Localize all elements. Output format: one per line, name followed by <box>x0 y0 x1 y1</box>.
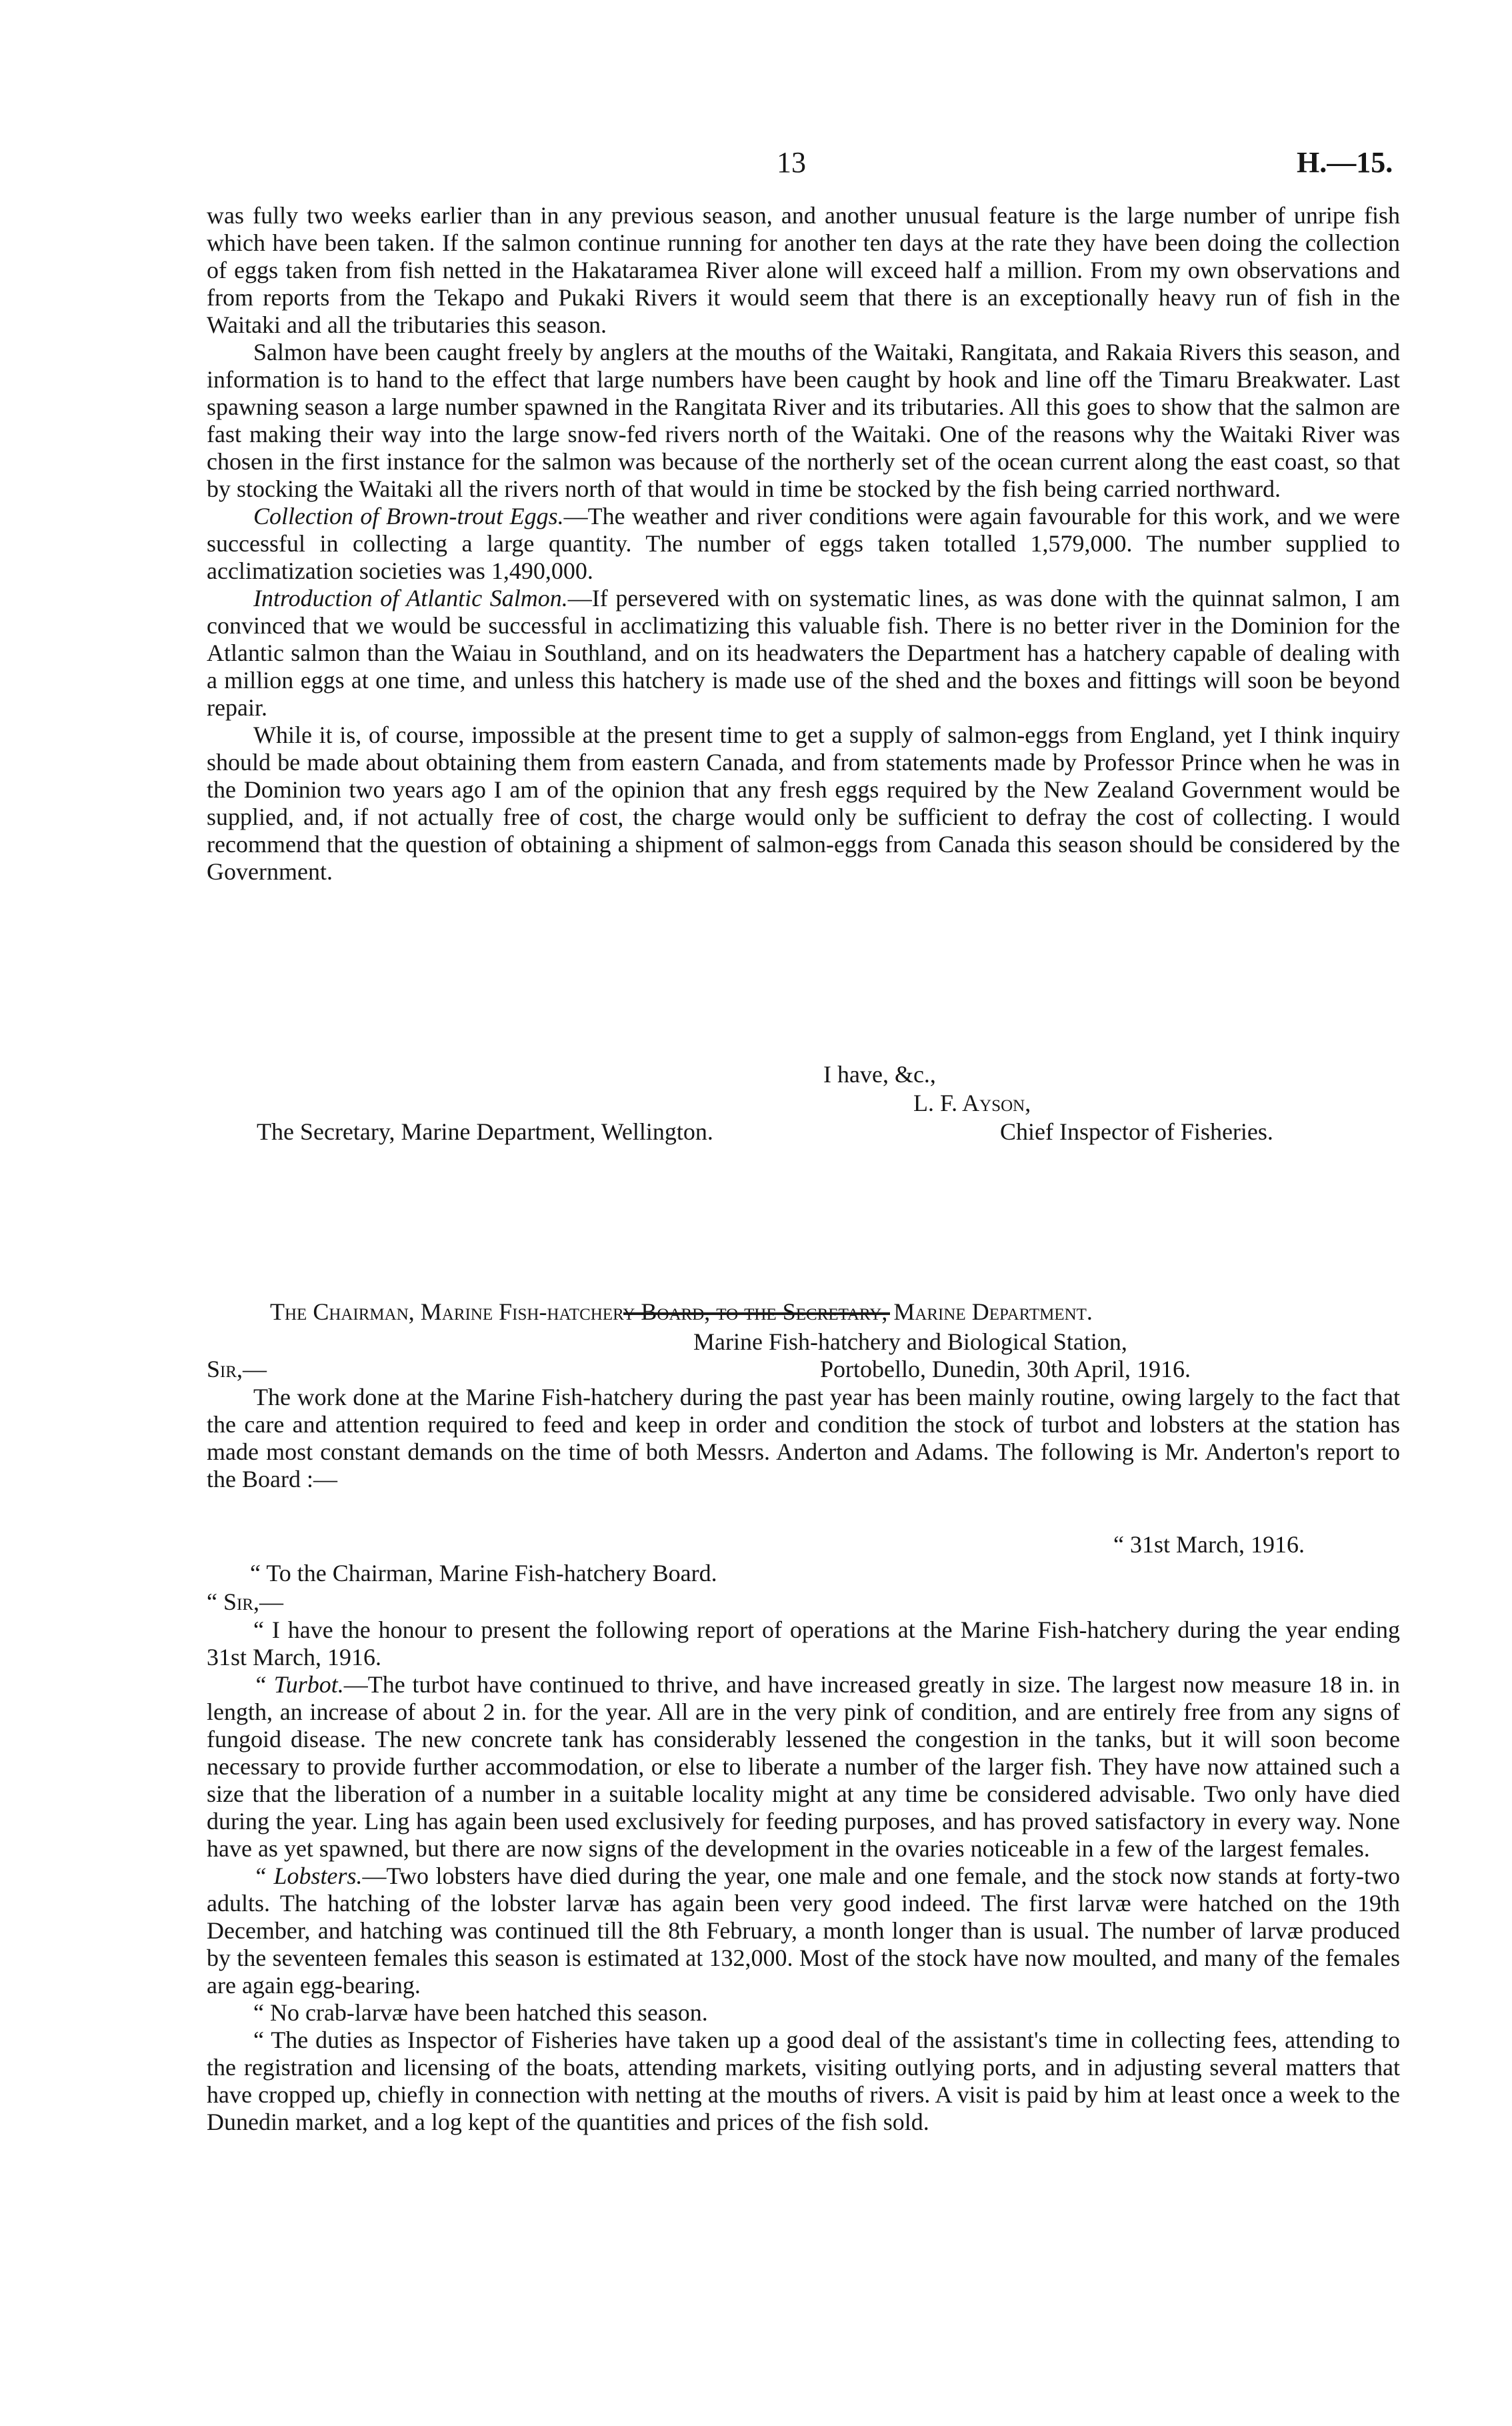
paragraph-canada-eggs: While it is, of course, impossible at the present time to get a supply of salmon-eggs from England, yet I think inquiry should be made about obtaining them from eastern Canada, and from statements made by Professor Prince when he was in the Dominion two years ago I am of the opinion that any fresh eggs required by the New Zealand Government would be supplied, and, if not actually free of cost, the charge would only be sufficient to defray the cost of collecting. I would recommend that the question of obtaining a shipment of salmon-eggs from Canada this season should be considered by the Government. <box>207 722 1400 885</box>
lobsters-body: —Two lobsters have died during the year, one male and one female, and the stock now stands at forty-two adults. The hatching of the lobster larvæ has again been very good indeed. The first larvæ were hatched on the 19th December, and hatching was continued till the 8th February, a month longer than is usual. The number of larvæ produced by the seventeen females this season is estimated at 132,000. Most of the stock have now moulted, and many of the females are again egg-bearing. <box>207 1863 1400 1999</box>
report-date: “ 31st March, 1916. <box>1113 1531 1305 1558</box>
document-reference: H.—15. <box>1297 146 1393 179</box>
letter-intro: The work done at the Marine Fish-hatchery during the past year has been mainly routine, owing largely to the fact that the care and attention required to feed and keep in order and condition the stock of turbot and lobsters at the station has made most constant demands on the time of both Messrs. Anderton and Adams. The following is Mr. Anderton's report to the Board :— <box>207 1384 1400 1492</box>
hatchery-report-section <box>207 1616 1400 2136</box>
lobsters-heading: “ Lobsters. <box>253 1863 363 1889</box>
signatory-title: Chief Inspector of Fisheries. <box>1000 1118 1273 1145</box>
paragraph-crab-larvae: “ No crab-larvæ have been hatched this season. <box>253 1999 708 2026</box>
salmon-report-section <box>207 202 1400 886</box>
brown-trout-body: —The weather and river conditions were again favourable for this work, and we were successful in collecting a large quantity. The number of eggs taken totalled 1,579,000. The number supplied to acclimatization societies was 1,490,000. <box>207 503 1400 584</box>
signatory-name: L. F. Ayson, <box>913 1090 1031 1116</box>
paragraph-brown-trout-eggs <box>207 503 1400 585</box>
letter-title: The Chairman, Marine Fish-hatchery Board, to the Secretary, Marine Department. <box>270 1298 1093 1325</box>
brown-trout-heading: Collection of Brown-trout Eggs. <box>253 503 564 529</box>
letter-address-line1: Marine Fish-hatchery and Biological Station, <box>693 1328 1127 1355</box>
report-salutation: “ Sir,— <box>207 1588 283 1615</box>
paragraph-salmon-run: was fully two weeks earlier than in any previous season, and another unusual feature is the large number of unripe fish which have been taken. If the salmon continue running for another ten days at the rate they have been doing the collection of eggs taken from fish netted in the Hakataramea River alone will exceed half a million. From my own observations and from reports from the Tekapo and Pukaki Rivers it would seem that there is an exceptionally heavy run of fish in the Waitaki and all the tributaries this season. <box>207 202 1400 338</box>
report-intro: “ I have the honour to present the following report of operations at the Marine Fish-hatchery during the year ending 31st March, 1916. <box>207 1616 1400 1670</box>
paragraph-inspector-duties: “ The duties as Inspector of Fisheries have taken up a good deal of the assistant's time in collecting fees, attending to the registration and licensing of the boats, attending markets, visiting outlying ports, and in adjusting several matters that have cropped up, chiefly in connection with netting at the mouths of rivers. A visit is paid by him at least once a week to the Dunedin market, and a log kept of the quantities and prices of the fish sold. <box>207 2027 1400 2135</box>
letter-intro-section <box>207 1384 1400 1493</box>
turbot-heading: “ Turbot. <box>253 1671 344 1698</box>
paragraph-atlantic-salmon <box>207 585 1400 722</box>
paragraph-lobsters <box>207 1863 1400 1999</box>
page-number: 13 <box>777 146 806 179</box>
closing-phrase: I have, &c., <box>823 1061 936 1088</box>
page-header <box>0 145 1512 179</box>
addressee: The Secretary, Marine Department, Wellington. <box>257 1118 713 1145</box>
turbot-body: —The turbot have continued to thrive, and have increased greatly in size. The largest now measure 18 in. in length, an increase of about 2 in. for the year. All are in the very pink of condition, and are entirely free from any signs of fungoid disease. The new concrete tank has considerably lessened the congestion in the tanks, but it will soon become necessary to provide further accommodation, or else to liberate a number of the larger fish. They have now attained such a size that the liberation of a number in a suitable locality might at any time be considered advisable. Two only have died during the year. Ling has again been used exclusively for feeding purposes, and has proved satisfactory in every way. None have as yet spawned, but there are now signs of the development in the ovaries noticeable in a few of the largest females. <box>207 1671 1400 1862</box>
atlantic-salmon-heading: Introduction of Atlantic Salmon. <box>253 585 568 612</box>
report-recipient: “ To the Chairman, Marine Fish-hatchery Board. <box>250 1560 717 1586</box>
letter-address-line2: Portobello, Dunedin, 30th April, 1916. <box>820 1356 1191 1382</box>
paragraph-turbot <box>207 1671 1400 1863</box>
atlantic-salmon-body: —If persevered with on systematic lines, as was done with the quinnat salmon, I am convinced that we would be successful in acclimatizing this valuable fish. There is no better river in the Dominion for the Atlantic salmon than the Waiau in Southland, and on its headwaters the Department has a hatchery capable of dealing with a million eggs at one time, and unless this hatchery is made use of the shed and the boxes and fittings will soon be beyond repair. <box>207 585 1400 721</box>
paragraph-salmon-anglers: Salmon have been caught freely by anglers at the mouths of the Waitaki, Rangitata, and Rakaia Rivers this season, and information is to hand to the effect that large numbers have been caught by hook and line off the Timaru Breakwater. Last spawning season a large number spawned in the Rangitata River and its tributaries. All this goes to show that the salmon are fast making their way into the large snow-fed rivers north of the Waitaki. One of the reasons why the Waitaki River was chosen in the first instance for the salmon was because of the northerly set of the ocean current along the east coast, so that by stocking the Waitaki all the rivers north of that would in time be stocked by the fish being carried northward. <box>207 339 1400 502</box>
letter-salutation: Sir,— <box>207 1356 267 1382</box>
